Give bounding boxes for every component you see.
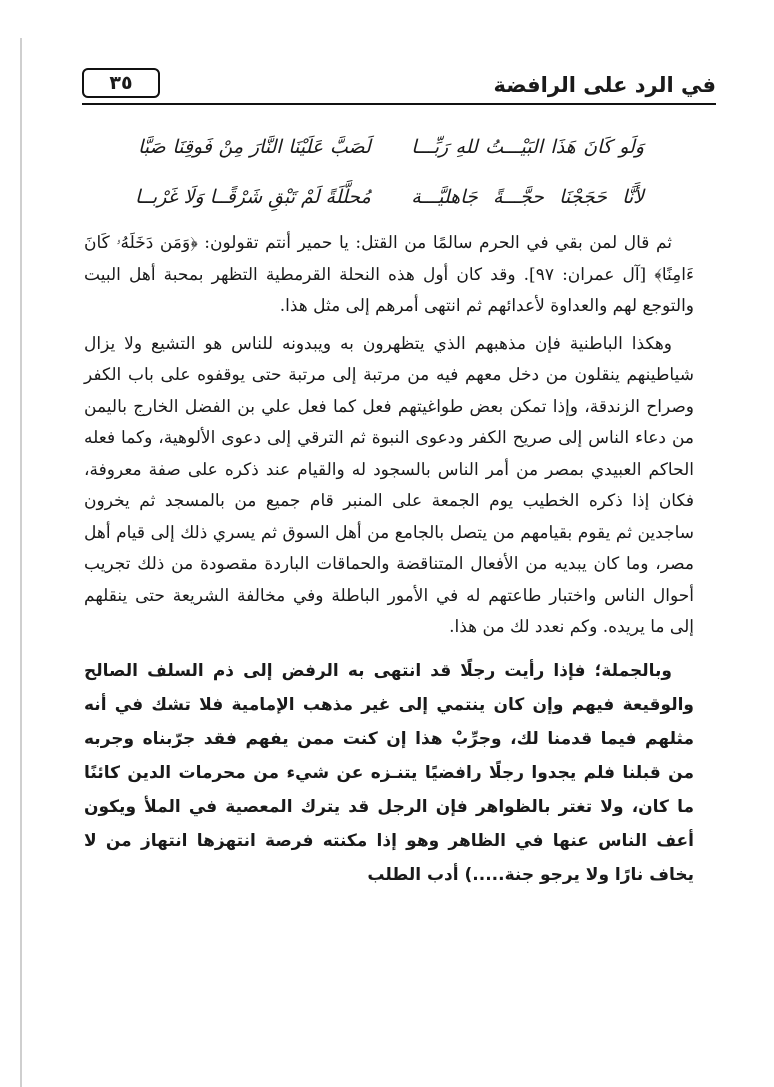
page-number: ٣٥ — [82, 68, 160, 98]
verse-first-hemistich: لأَنَّا حَجَجْنَا حجَّـــةً جَاهليَّـــة — [411, 186, 644, 208]
body-paragraph: وهكذا الباطنية فإن مذهبهم الذي يتظهرون به ويبدونه للناس هو التشيع ولا يزال شياطينهم ينقلون من دخل معهم فيه من مرتبة إلى مرتبة حتى يوقفوه على باب الكفر وصراح الزندقة، وإذا تمكن بعض طواغيتهم فعل كما فعل علي بن الفضل الخارج باليمن من دعاء الناس إلى صريح الكفر ودعوى النبوة ثم الترقي إلى دعوى الألوهية، وكما فعله الحاكم العبيدي بمصر من أمر الناس بالسجود له والقيام عند ذكره على صفة معروفة، فكان إذا ذكره الخطيب يوم الجمعة على المنبر قام جميع من بالمسجد ثم يخرون ساجدين ثم يقوم بقيامهم من يتصل بالجامع من أهل السوق ثم يسري ذلك إلى قيام أهل مصر، وما كان يبديه من الأفعال المتناقضة والحماقات الباردة مقصودة من ذلك تجريب أحوال الناس واختبار طاعتهم له في الأمور الباطلة وفي مخالفة الشريعة حتى ينقلهم إلى ما يريده. وكم نعدد لك من هذا. — [84, 333, 694, 637]
page-header — [82, 62, 716, 102]
body-paragraph: ثم قال لمن بقي في الحرم سالمًا من القتل: يا حمير أنتم تقولون: ﴿وَمَن دَخَلَهُۥ كَانَ ءَامِنًا﴾ [آل عمران: ٩٧]. وقد كان أول هذه النحلة القرمطية التظهر بمحبة أهل البيت والتوجع لهم والعداوة لأعدائهم ثم انتهى أمرهم إلى مثل هذا. — [84, 233, 694, 316]
header-divider — [82, 103, 716, 105]
verse-second-hemistich: مُحلَّلَةً لَمْ تَبْقِ شَرْقًــا وَلَا غَرْبــا — [134, 186, 371, 208]
verse-first-hemistich: وَلَو كَانَ هَذَا البَيْـــتُ للهِ رَبِّـــا — [411, 136, 644, 158]
quoted-paragraph: وبالجملة؛ فإذا رأيت رجلًا قد انتهى به الرفض إلى ذم السلف الصالح والوقيعة فيهم وإن كان ينتمي إلى غير مذهب الإمامية فلا تشك في أنه مثلهم فيما قدمنا لك، وجرِّبْ هذا إن كنت ممن يفهم فقد جرّبناه وجربه من قبلنا فلم يجدوا رجلًا رافضيًا يتنـزه عن شيء من محرمات الدين كائنًا ما كان، ولا تغتر بالظواهر فإن الرجل قد يترك المعصية في الملأ ويكون أعف الناس عنها في الظاهر وهو إذا مكنته فرصة انتهزها انتهاز من لا يخاف نارًا ولا يرجو جنة.....) أدب الطلب — [84, 660, 694, 885]
poem-verse — [134, 172, 644, 222]
poem-block — [134, 122, 644, 222]
verse-second-hemistich: لَصَبَّ عَلَيْنَا النَّارَ مِنْ فَوقِنَا صَبَّا — [138, 136, 371, 158]
running-title: في الرد على الرافضة — [493, 73, 716, 97]
scan-edge-line — [20, 38, 22, 1087]
poem-verse — [138, 122, 644, 172]
body-text — [84, 228, 694, 892]
